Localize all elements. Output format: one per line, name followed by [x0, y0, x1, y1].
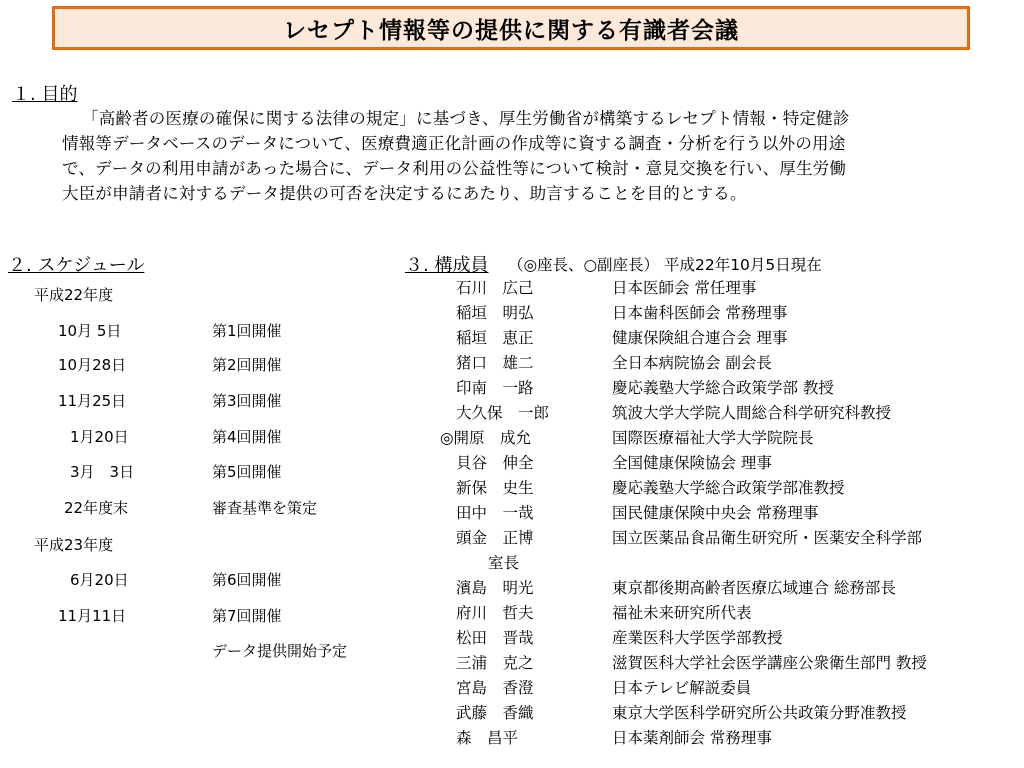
- schedule-year: 平成23年度: [34, 536, 114, 554]
- purpose-line: 「高齢者の医療の確保に関する法律の規定」に基づき、厚生労働省が構築するレセプト情報・特定健診: [82, 109, 850, 128]
- member-affiliation: 全日本病院協会 副会長: [612, 354, 772, 372]
- member-name: 田中 一哉: [456, 504, 534, 522]
- schedule-date: 6月20日: [70, 571, 129, 589]
- schedule-event: データ提供開始予定: [212, 642, 348, 660]
- members-note: （◎座長、○副座長） 平成22年10月5日現在: [508, 256, 822, 274]
- purpose-line: 情報等データベースのデータについて、医療費適正化計画の作成等に資する調査・分析を行う以外の用途: [62, 134, 846, 153]
- schedule-date: 3月 3日: [70, 463, 135, 481]
- member-name: 室長: [488, 554, 520, 572]
- member-name: 猪口 雄二: [456, 354, 534, 372]
- member-name: ◎開原 成允: [440, 429, 532, 447]
- member-affiliation: 国民健康保険中央会 常務理事: [612, 504, 819, 522]
- schedule-event: 第7回開催: [212, 607, 282, 625]
- member-name: 三浦 克之: [456, 654, 534, 672]
- purpose-text: [62, 106, 1012, 206]
- title-banner: [52, 6, 970, 50]
- schedule-event: 第5回開催: [212, 463, 282, 481]
- page-title: レセプト情報等の提供に関する有識者会議: [283, 17, 739, 44]
- schedule-heading: ２. スケジュール: [8, 255, 145, 276]
- member-affiliation: 東京大学医科学研究所公共政策分野准教授: [612, 704, 907, 722]
- purpose-line: で、データの利用申請があった場合に、データ利用の公益性等について検討・意見交換を行い、厚生労働: [62, 159, 847, 178]
- member-name: 頭金 正博: [456, 529, 534, 547]
- member-name: 武藤 香織: [456, 704, 534, 722]
- schedule-event: 第4回開催: [212, 428, 282, 446]
- member-name: 松田 晋哉: [456, 629, 534, 647]
- purpose-heading: １. 目的: [12, 84, 78, 105]
- member-name: 稲垣 明弘: [456, 304, 534, 322]
- member-name: 印南 一路: [456, 379, 534, 397]
- member-affiliation: 慶応義塾大学総合政策学部准教授: [612, 479, 845, 497]
- purpose-line: 大臣が申請者に対するデータ提供の可否を決定するにあたり、助言することを目的とする。: [62, 184, 747, 203]
- member-name: 森 昌平: [456, 729, 519, 747]
- member-affiliation: 国立医薬品食品衛生研究所・医薬安全科学部: [612, 529, 923, 547]
- member-name: 稲垣 恵正: [456, 329, 534, 347]
- member-name: 府川 哲夫: [456, 604, 534, 622]
- member-affiliation: 筑波大学大学院人間総合科学研究科教授: [612, 404, 892, 422]
- member-affiliation: 日本薬剤師会 常務理事: [612, 729, 772, 747]
- schedule-date: 1月20日: [70, 428, 129, 446]
- member-affiliation: 東京都後期高齢者医療広域連合 総務部長: [612, 579, 896, 597]
- member-affiliation: 健康保険組合連合会 理事: [612, 329, 788, 347]
- member-affiliation: 日本医師会 常任理事: [612, 279, 757, 297]
- member-affiliation: 慶応義塾大学総合政策学部 教授: [612, 379, 834, 397]
- member-affiliation: 日本歯科医師会 常務理事: [612, 304, 788, 322]
- schedule-event: 第1回開催: [212, 322, 282, 340]
- member-name: 大久保 一郎: [456, 404, 550, 422]
- members-heading: ３. 構成員: [405, 255, 489, 276]
- schedule-event: 審査基準を策定: [212, 499, 318, 517]
- schedule-event: 第2回開催: [212, 356, 282, 374]
- schedule-date: 11月25日: [58, 392, 127, 410]
- member-name: 新保 史生: [456, 479, 534, 497]
- schedule-year: 平成22年度: [34, 286, 114, 304]
- member-affiliation: 全国健康保険協会 理事: [612, 454, 772, 472]
- member-affiliation: 滋賀医科大学社会医学講座公衆衛生部門 教授: [612, 654, 927, 672]
- schedule-date: 22年度末: [64, 499, 129, 517]
- member-name: 石川 広己: [456, 279, 534, 297]
- member-name: 貝谷 伸全: [456, 454, 534, 472]
- schedule-event: 第6回開催: [212, 571, 282, 589]
- schedule-date: 11月11日: [58, 607, 127, 625]
- schedule-date: 10月 5日: [58, 322, 122, 340]
- member-affiliation: 福祉未来研究所代表: [612, 604, 752, 622]
- member-affiliation: 国際医療福祉大学大学院院長: [612, 429, 814, 447]
- member-name: 宮島 香澄: [456, 679, 534, 697]
- schedule-date: 10月28日: [58, 356, 127, 374]
- member-affiliation: 産業医科大学医学部教授: [612, 629, 783, 647]
- schedule-event: 第3回開催: [212, 392, 282, 410]
- member-affiliation: 日本テレビ解説委員: [612, 679, 752, 697]
- member-name: 濱島 明光: [456, 579, 534, 597]
